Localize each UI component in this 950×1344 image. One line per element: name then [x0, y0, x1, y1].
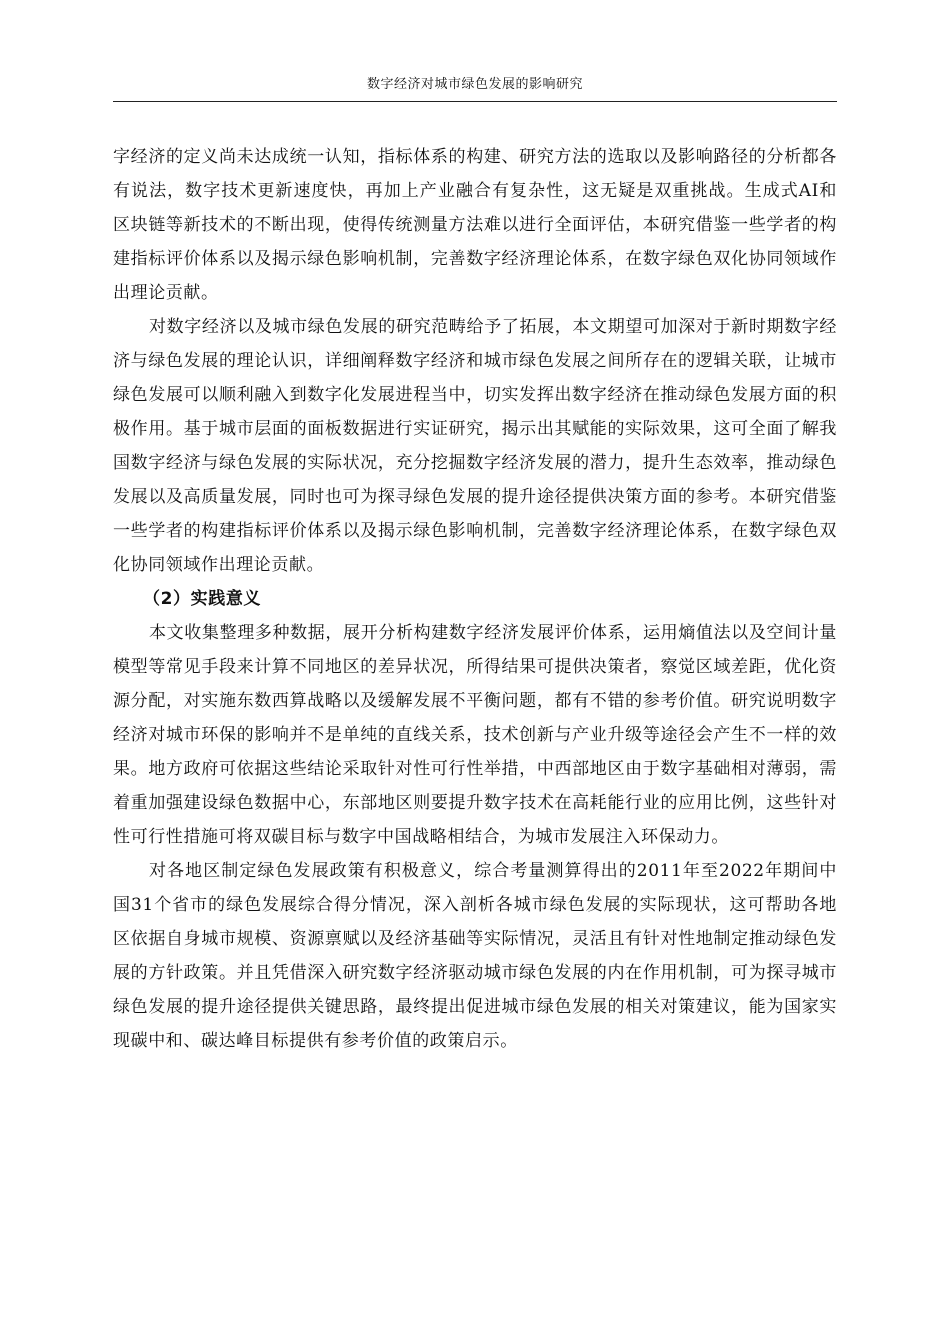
paragraph-practice-1: 本文收集整理多种数据，展开分析构建数字经济发展评价体系，运用熵值法以及空间计量模型等常见手段来计算不同地区的差异状况，所得结果可提供决策者，察觉区域差距，优化资源分配，对实施东数西算战略以及缓解发展不平衡问题，都有不错的参考价值。研究说明数字经济对城市环保的影响并不是单纯的直线关系，技术创新与产业升级等途径会产生不一样的效果。地方政府可依据这些结论采取针对性可行性举措，中西部地区由于数字基础相对薄弱，需着重加强建设绿色数据中心，东部地区则要提升数字技术在高耗能行业的应用比例，这些针对性可行性措施可将双碳目标与数字中国战略相结合，为城市发展注入环保动力。: [113, 623, 837, 847]
paragraph-continued: 字经济的定义尚未达成统一认知，指标体系的构建、研究方法的选取以及影响路径的分析都各有说法，数字技术更新速度快，再加上产业融合有复杂性，这无疑是双重挑战。生成式AI和区块链等新技术的不断出现，使得传统测量方法难以进行全面评估，本研究借鉴一些学者的构建指标评价体系以及揭示绿色影响机制，完善数字经济理论体系，在数字绿色双化协同领域作出理论贡献。: [113, 147, 837, 303]
paragraph-practice-2: 对各地区制定绿色发展政策有积极意义，综合考量测算得出的2011年至2022年期间中国31个省市的绿色发展综合得分情况，深入剖析各城市绿色发展的实际现状，这可帮助各地区依据自身城市规模、资源禀赋以及经济基础等实际情况，灵活且有针对性地制定推动绿色发展的方针政策。并且凭借深入研究数字经济驱动城市绿色发展的内在作用机制，可为探寻城市绿色发展的提升途径提供关键思路，最终提出促进城市绿色发展的相关对策建议，能为国家实现碳中和、碳达峰目标提供有参考价值的政策启示。: [113, 861, 837, 1051]
paragraph-theory-significance: 对数字经济以及城市绿色发展的研究范畴给予了拓展，本文期望可加深对于新时期数字经济与绿色发展的理论认识，详细阐释数字经济和城市绿色发展之间所存在的逻辑关联，让城市绿色发展可以顺利融入到数字化发展进程当中，切实发挥出数字经济在推动绿色发展方面的积极作用。基于城市层面的面板数据进行实证研究，揭示出其赋能的实际效果，这可全面了解我国数字经济与绿色发展的实际状况，充分挖掘数字经济发展的潜力，提升生态效率，推动绿色发展以及高质量发展，同时也可为探寻绿色发展的提升途径提供决策方面的参考。本研究借鉴一些学者的构建指标评价体系以及揭示绿色影响机制，完善数字经济理论体系，在数字绿色双化协同领域作出理论贡献。: [113, 317, 837, 575]
running-header: 数字经济对城市绿色发展的影响研究: [366, 77, 583, 92]
section-heading-practical-significance: （2）实践意义: [143, 589, 262, 609]
body-text: [113, 140, 837, 1058]
header-divider: [113, 101, 837, 102]
